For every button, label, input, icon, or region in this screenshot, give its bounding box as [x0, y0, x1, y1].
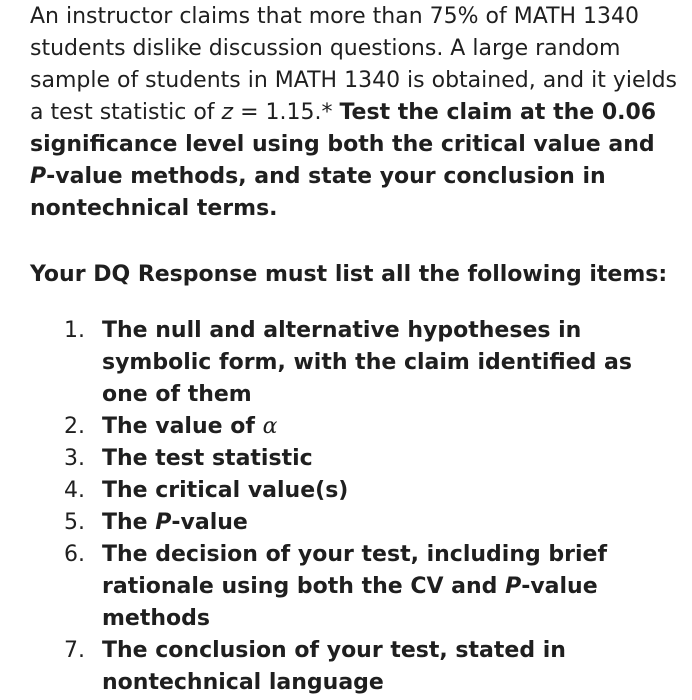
list-item-text: The critical value(s): [102, 478, 349, 503]
list-item-number: 4.: [64, 478, 85, 503]
document-page: [30, 1, 680, 699]
z-variable: z: [221, 100, 234, 125]
list-item: [64, 315, 680, 411]
list-item: [64, 507, 680, 539]
list-item-text: The decision of your test, including brief rationale using both the CV and: [102, 542, 608, 599]
list-item: [64, 411, 680, 443]
list-item: [64, 539, 680, 635]
requirements-heading: Your DQ Response must list all the following items:: [30, 262, 668, 287]
list-item-number: 7.: [64, 638, 85, 663]
list-item-number: 5.: [64, 510, 85, 535]
list-item-number: 2.: [64, 414, 85, 439]
list-item-number: 3.: [64, 446, 85, 471]
list-item-text-end: -value methods: [102, 574, 598, 631]
list-item-text: The conclusion of your test, stated in nontechnical language: [102, 638, 566, 695]
list-item-number: 6.: [64, 542, 85, 567]
list-item-text: The: [102, 510, 156, 535]
list-item: [64, 443, 680, 475]
list-item: [64, 475, 680, 507]
z-value: = 1.15.*: [233, 100, 340, 125]
requirements-list: [30, 315, 680, 699]
list-item-text-end: -value: [171, 510, 248, 535]
p-variable: P: [30, 164, 47, 189]
p-variable: P: [505, 574, 522, 599]
list-item-number: 1.: [64, 318, 85, 343]
problem-text-plain: An instructor claims that more than 75% of MATH 1340 students dislike discussion questions. A large random sample of students in MATH 1340 is obtained, and it yields a test statistic of: [30, 4, 678, 125]
list-item: [64, 635, 680, 699]
alpha-symbol: α: [262, 414, 278, 439]
p-variable: P: [155, 510, 172, 535]
problem-instruction: Test the claim at the 0.06 significance level using both the critical value and: [30, 100, 657, 157]
problem-statement: [30, 1, 680, 225]
list-item-text: The null and alternative hypotheses in symbolic form, with the claim identified as one of them: [102, 318, 632, 407]
problem-instruction-end: -value methods, and state your conclusion in nontechnical terms.: [30, 164, 606, 221]
list-item-text: The value of: [102, 414, 263, 439]
list-item-text: The test statistic: [102, 446, 313, 471]
